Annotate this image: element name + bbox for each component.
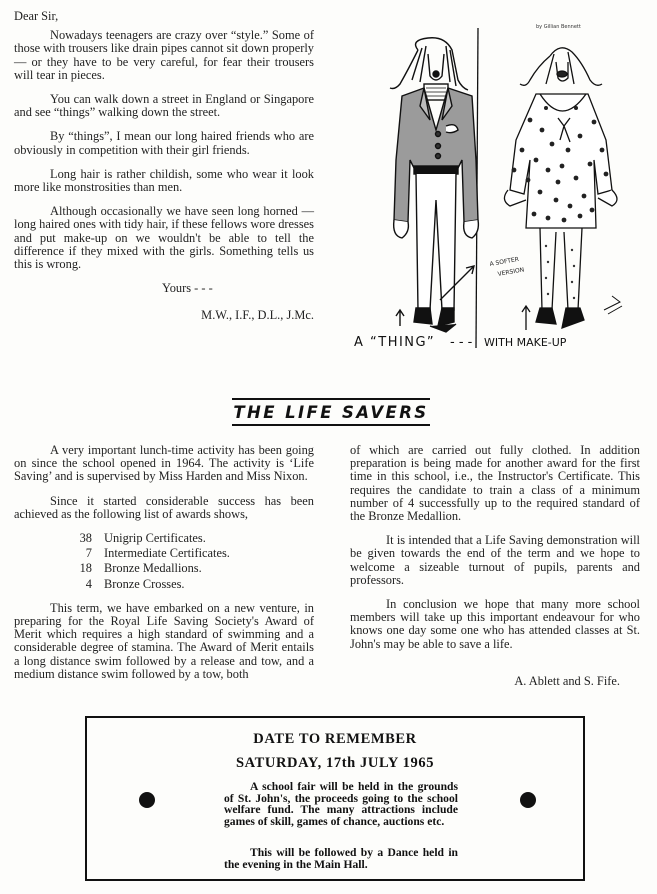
bullet-dot-icon [139,792,155,808]
award-item [14,547,314,560]
article-left-column [14,444,314,692]
notice-title: DATE TO REMEMBER [253,731,417,747]
notice-date: SATURDAY, 17th JULY 1965 [235,755,435,771]
notice-paragraph: A school fair will be held in the grounds of St. John's, the proceeds going to the school welfare fund. The many attractions include games of skill, games of chance, auctions etc. [224,780,458,828]
award-count: 38 [79,531,92,546]
article-authors: A. Ablett and S. Fife. [514,673,620,688]
award-label: Bronze Medallions. [104,561,202,576]
caption-dash: - - - [450,335,473,350]
figure-long-haired-boy [390,38,478,332]
annotation-line-1: A SOFTER [489,255,520,268]
award-count: 4 [85,576,92,591]
awards-list [14,532,314,591]
article-heading-block [232,398,430,426]
award-count: 18 [79,561,92,576]
cartoon-drawing [350,10,650,355]
article-right-column [350,444,640,699]
article-paragraph: Since it started considerable success has been achieved as the following list of awards shows, [14,493,314,521]
article-paragraph: In conclusion we hope that many more school members will take up this important endeavour for who knows one day some one who has attended classes at St. John's may be able to save a life. [350,597,640,651]
figure-with-makeup [504,48,622,330]
date-to-remember-notice [85,716,585,881]
award-count: 7 [85,546,92,561]
award-label: Bronze Crosses. [104,576,185,591]
letter-paragraph: By “things”, I mean our long haired friends who are obviously in competition with their girl friends. [14,129,314,157]
article-continuation: of which are carried out fully clothed. In addition preparation is being made for another award for the first time in this school, i.e., the Instructor's Certificate. This requires the candidate to train a class of a minimum number of 4 successfully up to the required standard of the Bronze Medallion. [350,443,640,524]
bullet-dot-icon [520,792,536,808]
caption-left: A “THING” [354,335,436,350]
letter-signers: M.W., I.F., D.L., J.Mc. [201,308,314,323]
letter-paragraph: Long hair is rather childish, some who wear it look more like monstrosities than men. [14,166,314,195]
letter-paragraph: You can walk down a street in England or Singapore and see “things” walking down the street. [14,92,314,120]
letter-closing: Yours - - - [162,281,213,296]
notice-body-2 [224,847,458,870]
artist-credit: by Gillian Bennett [536,24,581,30]
letter-to-editor [14,10,314,323]
notice-paragraph: This will be followed by a Dance held in the evening in the Main Hall. [224,846,458,871]
article-paragraph: This term, we have embarked on a new venture, in preparing for the Royal Life Saving Society's Award of Merit which requires a high standard of swimming and a considerable degree of stamina. The Award of Merit entails a long distance swim followed by a release and tow, and a medium distance swim followed by a tow, both [14,600,314,681]
award-label: Intermediate Certificates. [104,546,230,561]
heading-rule-bottom [232,424,430,426]
article-paragraph: A very important lunch-time activity has been going on since the school opened in 1964. The activity is ‘Life Saving’ and is supervised by Miss Harden and Miss Nixon. [14,443,314,484]
article-paragraph: It is intended that a Life Saving demonstration will be given towards the end of the term and we hope to welcome a sizeable turnout of pupils, parents and professors. [350,533,640,587]
notice-body-1 [224,781,458,827]
letter-salutation: Dear Sir, [14,9,59,23]
award-item [14,562,314,575]
letter-paragraph: Nowadays teenagers are crazy over “style.” Some of those with trousers like drain pipes cannot sit down properly — or they have to be very careful, for fear their trousers will tear in pieces. [14,28,314,82]
award-item [14,532,314,545]
letter-paragraph: Although occasionally we have seen long horned — long haired ones with tidy hair, if these fellows wore dresses and put make-up on we wouldn't be able to tell the difference if they mixed with the girls. Something tells us this is wrong. [14,204,314,272]
caption-right: WITH MAKE-UP [484,336,567,349]
article-heading: THE LIFE SAVERS [233,403,429,422]
annotation-line-2: VERSION [497,266,525,278]
cartoon-illustration [350,10,650,355]
award-item [14,578,314,591]
award-label: Unigrip Certificates. [104,531,206,546]
